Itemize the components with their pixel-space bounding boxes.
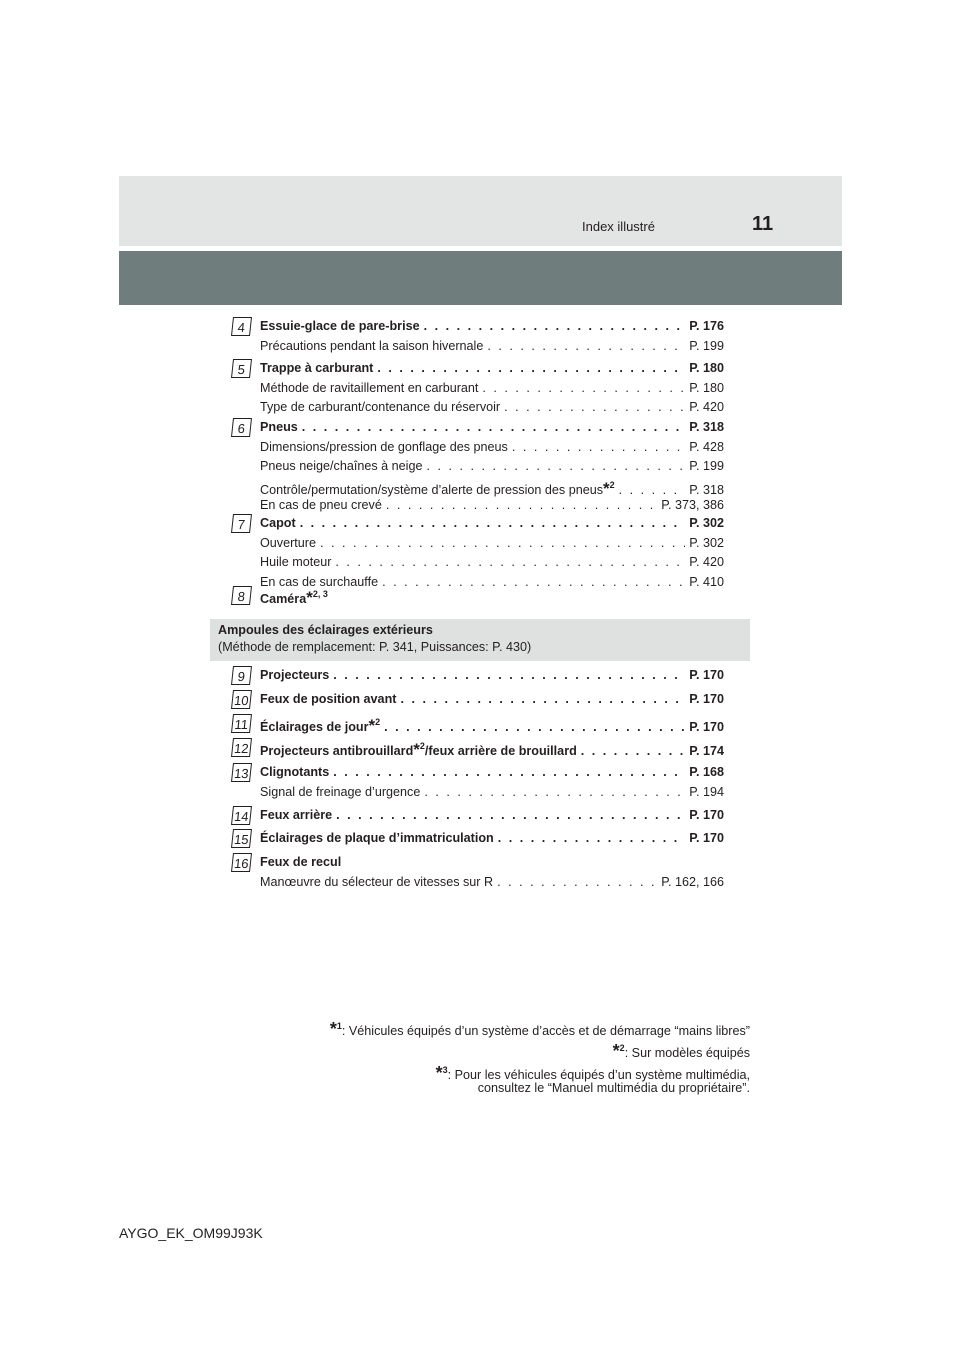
entry-subitem — [260, 381, 724, 401]
dot-leader — [619, 483, 686, 497]
entry-text: Méthode de ravitaillement en carburant — [260, 380, 479, 395]
dot-leader — [581, 744, 685, 758]
footnote-text: consultez le “Manuel multimédia du propriétaire”. — [477, 1081, 750, 1095]
entry-heading — [260, 319, 724, 339]
entry-number-badge: 10 — [231, 690, 252, 709]
page-reference: P. 318 — [689, 420, 724, 434]
entry-number-badge: 11 — [231, 714, 252, 733]
dot-leader — [386, 498, 657, 512]
page-reference: P. 176 — [689, 319, 724, 333]
page-reference: P. 194 — [689, 784, 724, 799]
page-reference: P. 373, 386 — [661, 498, 724, 512]
footnote-text: : Pour les véhicules équipés d’un système multimédia, — [447, 1068, 750, 1082]
footnote-star: * — [329, 1019, 337, 1039]
entry-text: Type de carburant/contenance du réservoir — [260, 400, 501, 414]
entry-text: En cas de pneu crevé — [260, 498, 382, 512]
page-reference: P. 199 — [689, 459, 724, 473]
footnote-mark: 3 — [442, 1065, 448, 1075]
section-title: Index illustré — [582, 219, 655, 234]
entry-text: Trappe à carburant — [260, 361, 374, 375]
entry-subitem — [260, 400, 724, 420]
entry-subitem — [260, 498, 724, 518]
entry-heading — [260, 831, 724, 851]
footnote-text: : Véhicules équipés d’un système d’accès et de démarrage “mains libres” — [341, 1024, 750, 1038]
page-reference: P. 302 — [689, 516, 724, 530]
dot-leader — [382, 575, 685, 589]
page-reference: P. 180 — [689, 361, 724, 375]
footnote — [613, 1041, 750, 1062]
page-reference: P. 170 — [689, 831, 724, 845]
page-reference: P. 420 — [689, 400, 724, 414]
entry-heading — [260, 765, 724, 785]
entry-text: Pneus neige/chaînes à neige — [260, 459, 423, 473]
entry-number-badge: 15 — [231, 829, 252, 848]
dot-leader — [426, 459, 685, 473]
dot-leader — [424, 785, 685, 799]
footnote-star: * — [368, 716, 376, 735]
page-reference: P. 420 — [689, 555, 724, 569]
entry-number-badge: 7 — [231, 514, 252, 533]
entry-heading — [260, 808, 724, 828]
entry-text: Essuie-glace de pare-brise — [260, 319, 420, 333]
entry-text: Feux de recul — [260, 855, 342, 869]
entry-text: Contrôle/permutation/système d’alerte de pression des pneus*$^2$ — [260, 478, 615, 498]
entry-heading — [260, 588, 724, 608]
entry-subitem — [260, 479, 724, 499]
page-reference: P. 170 — [689, 720, 724, 734]
page-reference: P. 162, 166 — [661, 874, 724, 889]
footnote-mark: 1 — [336, 1021, 342, 1031]
dot-leader — [333, 668, 685, 682]
page-reference: P. 318 — [689, 482, 724, 497]
entry-subitem — [260, 339, 724, 359]
entry-heading — [260, 740, 724, 760]
entry-text: Projecteurs antibrouillard*$^2$/feux arrière de brouillard — [260, 740, 577, 759]
entry-heading — [260, 855, 724, 875]
entry-number-badge: 14 — [231, 806, 252, 825]
entry-number-badge: 13 — [231, 763, 252, 782]
page-reference: P. 170 — [689, 692, 724, 706]
entry-number-badge: 9 — [231, 666, 252, 685]
entry-text: Éclairages de plaque d’immatriculation — [260, 831, 494, 845]
entry-number-badge: 4 — [231, 317, 252, 336]
entry-text: Feux de position avant — [260, 692, 397, 706]
dot-leader — [487, 339, 685, 353]
entry-text: Signal de freinage d’urgence — [260, 784, 421, 799]
dot-leader — [300, 516, 686, 530]
entry-text: Dimensions/pression de gonflage des pneus — [260, 439, 508, 454]
bulbs-section-box — [210, 619, 750, 661]
dot-leader — [384, 720, 685, 734]
entry-text: En cas de surchauffe — [260, 574, 379, 589]
page-reference: P. 168 — [689, 765, 724, 779]
entry-number-badge: 12 — [231, 738, 252, 757]
box-title: Ampoules des éclairages extérieurs — [218, 623, 433, 637]
dot-leader — [302, 420, 685, 434]
footnote-star: * — [612, 1041, 620, 1061]
entry-subitem — [260, 536, 724, 556]
entry-heading — [260, 668, 724, 688]
page-reference: P. 174 — [689, 744, 724, 758]
dot-leader — [400, 692, 685, 706]
header-band — [119, 176, 842, 246]
entry-heading — [260, 361, 724, 381]
page-number: 11 — [752, 213, 774, 235]
entry-number-badge: 5 — [231, 359, 252, 378]
entry-subitem — [260, 459, 724, 479]
dot-leader — [333, 765, 685, 779]
dot-leader — [377, 361, 685, 375]
footnote-ref: 2 — [375, 717, 381, 727]
entry-subitem — [260, 555, 724, 575]
footnote-star: * — [603, 478, 610, 498]
entry-text: Éclairages de jour*$^2$ — [260, 716, 381, 735]
entry-text: Manœuvre du sélecteur de vitesses sur R — [260, 874, 494, 889]
entry-text: Précautions pendant la saison hivernale — [260, 338, 484, 353]
footnote-ref: 2, 3 — [312, 589, 328, 599]
entry-text: Feux arrière — [260, 808, 333, 822]
footnote-ref: 2 — [419, 741, 425, 751]
dot-leader — [335, 555, 685, 569]
dot-leader — [512, 440, 685, 454]
box-subtitle: (Méthode de remplacement: P. 341, Puissances: P. 430) — [218, 640, 532, 654]
page-reference: P. 199 — [689, 338, 724, 353]
entry-heading — [260, 716, 724, 736]
entry-number-badge: 6 — [231, 418, 252, 437]
header-bar — [119, 251, 842, 305]
dot-leader — [424, 319, 686, 333]
entry-text: Pneus — [260, 420, 298, 434]
document-code: AYGO_EK_OM99J93K — [119, 1225, 263, 1241]
dot-leader — [482, 381, 685, 395]
entry-text: Ouverture — [260, 535, 316, 550]
dot-leader — [504, 400, 685, 414]
page-reference: P. 302 — [689, 535, 724, 550]
page-reference: P. 170 — [689, 668, 724, 682]
entry-number-badge: 8 — [231, 586, 252, 605]
page-reference: P. 410 — [689, 574, 724, 589]
footnote-star: * — [413, 740, 420, 759]
entry-heading — [260, 692, 724, 712]
dot-leader — [320, 536, 685, 550]
page-reference: P. 428 — [689, 439, 724, 454]
dot-leader — [498, 831, 685, 845]
dot-leader — [336, 808, 685, 822]
dot-leader — [497, 875, 657, 889]
entry-subitem — [260, 875, 724, 895]
footnote-ref: 2 — [609, 479, 615, 490]
footnote — [478, 1081, 750, 1095]
entry-heading — [260, 516, 724, 536]
page-reference: P. 170 — [689, 808, 724, 822]
footnote-star: * — [435, 1063, 443, 1083]
entry-text: Capot — [260, 516, 296, 530]
entry-subitem — [260, 785, 724, 805]
footnote-mark: 2 — [619, 1043, 625, 1053]
entry-heading — [260, 420, 724, 440]
entry-subitem — [260, 440, 724, 460]
entry-text: Clignotants — [260, 765, 330, 779]
footnote-text: : Sur modèles équipés — [624, 1046, 750, 1060]
entry-text: Caméra*$^{2, 3}$ — [260, 588, 328, 607]
entry-text: Huile moteur — [260, 555, 332, 569]
entry-number-badge: 16 — [231, 853, 252, 872]
footnote-star: * — [306, 588, 313, 607]
entry-text: Projecteurs — [260, 668, 330, 682]
footnote — [330, 1019, 750, 1040]
page-reference: P. 180 — [689, 380, 724, 395]
